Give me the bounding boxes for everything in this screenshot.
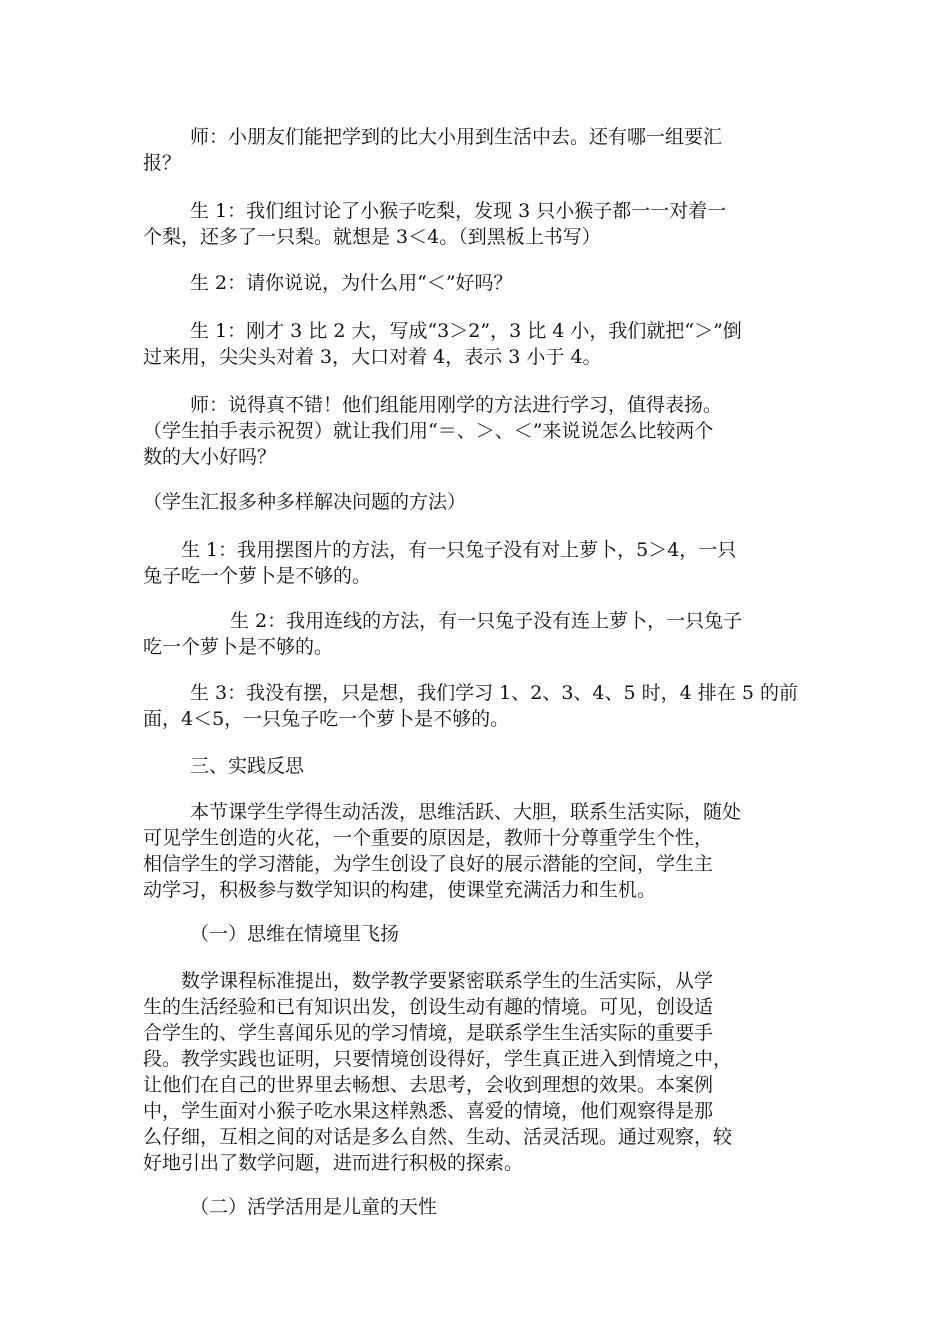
paragraph-line: 本节课学生学得生动活泼，思维活跃、大胆，联系生活实际，随处 [190,801,742,823]
paragraph-line: 生 1：刚才 3 比 2 大，写成“3＞2”，3 比 4 小，我们就把“＞”倒 [190,320,742,342]
paragraph-line: 报？ [143,152,182,174]
paragraph-line: 生的生活经验和已有知识出发，创设生动有趣的情境。可见，创设适 [143,996,714,1018]
paragraph-line: 合学生的、学生喜闻乐见的学习情境，是联系学生生活实际的重要手 [143,1022,714,1044]
subsection-heading: （二）活学活用是儿童的天性 [190,1196,438,1218]
paragraph-line: （学生汇报多种多样解决问题的方法） [143,491,467,513]
paragraph-line: 生 1：我们组讨论了小猴子吃梨，发现 3 只小猴子都一一对着一 [190,200,727,222]
paragraph-line: 好地引出了数学问题，进而进行积极的探索。 [143,1152,524,1174]
paragraph-line: 生 1：我用摆图片的方法，有一只兔子没有对上萝卜，5＞4，一只 [181,539,737,561]
paragraph-line: 中，学生面对小猴子吃水果这样熟悉、喜爱的情境，他们观察得是那 [143,1100,714,1122]
paragraph-line: 相信学生的学习潜能，为学生创设了良好的展示潜能的空间，学生主 [143,853,714,875]
subsection-heading: （一）思维在情境里飞扬 [190,923,400,945]
paragraph-line: 生 3：我没有摆，只是想，我们学习 1、2、3、4、5 时，4 排在 5 的前 [190,682,798,704]
paragraph-line: （学生拍手表示祝贺）就让我们用“＝、＞、＜”来说说怎么比较两个 [143,420,714,442]
paragraph-line: 么仔细，互相之间的对话是多么自然、生动、活灵活现。通过观察，较 [143,1126,733,1148]
paragraph-line: 让他们在自己的世界里去畅想、去思考，会收到理想的效果。本案例 [143,1074,714,1096]
paragraph-line: 师：说得真不错！他们组能用刚学的方法进行学习，值得表扬。 [190,394,723,416]
paragraph-line: 兔子吃一个萝卜是不够的。 [143,565,372,587]
section-heading: 三、实践反思 [190,755,305,777]
paragraph-line: 数学课程标准提出，数学教学要紧密联系学生的生活实际，从学 [181,970,714,992]
paragraph-line: 个梨，还多了一只梨。就想是 3＜4。（到黑板上书写） [143,226,601,248]
paragraph-line: 师：小朋友们能把学到的比大小用到生活中去。还有哪一组要汇 [190,126,723,148]
paragraph-line: 面，4＜5，一只兔子吃一个萝卜是不够的。 [143,708,510,730]
paragraph-line: 可见学生创造的火花，一个重要的原因是，教师十分尊重学生个性， [143,827,714,849]
paragraph-line: 段。教学实践也证明，只要情境创设得好，学生真正进入到情境之中， [143,1048,733,1070]
paragraph-line: 过来用，尖尖头对着 3，大口对着 4，表示 3 小于 4。 [143,346,602,368]
paragraph-line: 动学习，积极参与数学知识的构建，使课堂充满活力和生机。 [143,879,657,901]
paragraph-line: 吃一个萝卜是不够的。 [143,636,334,658]
paragraph-line: 生 2：我用连线的方法，有一只兔子没有连上萝卜，一只兔子 [230,610,743,632]
paragraph-line: 数的大小好吗？ [143,446,277,468]
paragraph-line: 生 2：请你说说，为什么用“＜”好吗？ [190,272,513,294]
